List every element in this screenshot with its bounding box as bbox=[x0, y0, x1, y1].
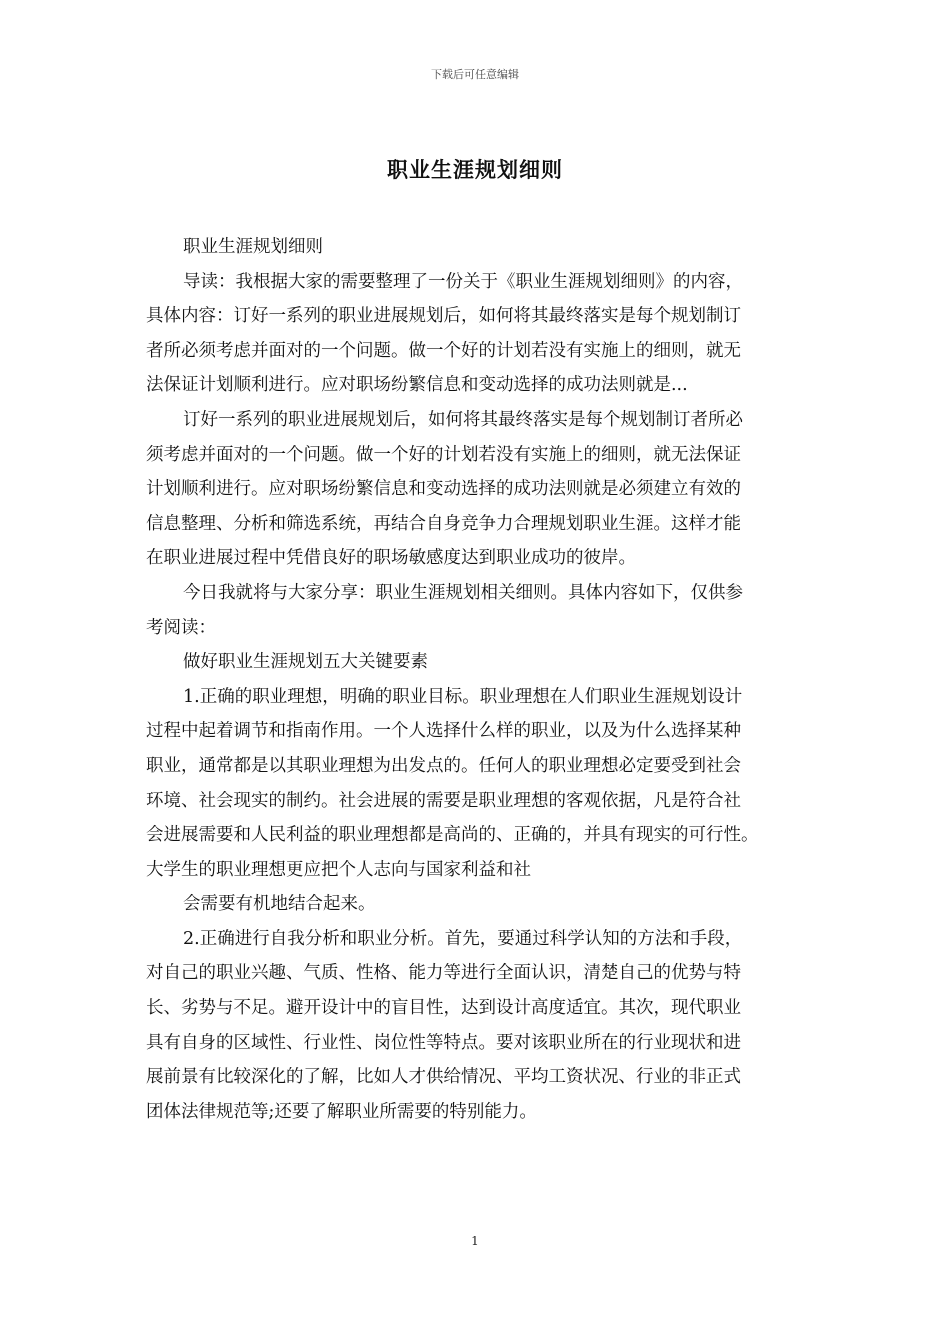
text-line: 在职业进展过程中凭借良好的职场敏感度达到职业成功的彼岸。 bbox=[146, 548, 636, 569]
text-line: 会进展需要和人民利益的职业理想都是高尚的、正确的，并具有现实的可行性。 bbox=[146, 825, 759, 846]
text-line: 今日我就将与大家分享：职业生涯规划相关细则。具体内容如下，仅供参 bbox=[183, 582, 743, 603]
text-line: 对自己的职业兴趣、气质、性格、能力等进行全面认识，清楚自己的优势与特 bbox=[146, 963, 741, 984]
text-line: 具体内容：订好一系列的职业进展规划后，如何将其最终落实是每个规划制订 bbox=[146, 306, 741, 327]
document-title: 职业生涯规划细则 bbox=[387, 158, 563, 182]
text-line: 长、劣势与不足。避开设计中的盲目性，达到设计高度适宜。其次，现代职业 bbox=[146, 998, 741, 1019]
text-line: 2.正确进行自我分析和职业分析。首先，要通过科学认知的方法和手段， bbox=[183, 928, 743, 949]
text-line: 职业，通常都是以其职业理想为出发点的。任何人的职业理想必定要受到社会 bbox=[146, 755, 741, 776]
text-line: 具有自身的区域性、行业性、岗位性等特点。要对该职业所在的行业现状和进 bbox=[146, 1032, 741, 1053]
header-note: 下载后可任意编辑 bbox=[431, 68, 519, 81]
text-line: 职业生涯规划细则 bbox=[183, 237, 323, 257]
page-number: 1 bbox=[471, 1234, 479, 1248]
text-line: 考阅读： bbox=[146, 617, 216, 638]
text-line: 环境、社会现实的制约。社会进展的需要是职业理想的客观依据，凡是符合社 bbox=[146, 790, 741, 811]
document-body bbox=[146, 230, 808, 1129]
text-line: 须考虑并面对的一个问题。做一个好的计划若没有实施上的细则，就无法保证 bbox=[146, 444, 741, 465]
text-line: 大学生的职业理想更应把个人志向与国家利益和社 bbox=[146, 859, 531, 880]
text-line: 者所必须考虑并面对的一个问题。做一个好的计划若没有实施上的细则，就无 bbox=[146, 340, 741, 361]
text-line: 会需要有机地结合起来。 bbox=[183, 894, 376, 915]
text-line: 1.正确的职业理想，明确的职业目标。职业理想在人们职业生涯规划设计 bbox=[183, 686, 743, 707]
text-line: 展前景有比较深化的了解，比如人才供给情况、平均工资状况、行业的非正式 bbox=[146, 1067, 741, 1088]
text-line: 团体法律规范等;还要了解职业所需要的特别能力。 bbox=[146, 1101, 537, 1122]
text-line: 订好一系列的职业进展规划后，如何将其最终落实是每个规划制订者所必 bbox=[183, 409, 743, 430]
text-line: 计划顺利进行。应对职场纷繁信息和变动选择的成功法则就是必须建立有效的 bbox=[146, 479, 741, 500]
text-line: 导读：我根据大家的需要整理了一份关于《职业生涯规划细则》的内容， bbox=[183, 271, 743, 292]
text-line: 法保证计划顺利进行。应对职场纷繁信息和变动选择的成功法则就是... bbox=[146, 375, 688, 396]
text-line: 过程中起着调节和指南作用。一个人选择什么样的职业，以及为什么选择某种 bbox=[146, 721, 741, 742]
text-line: 信息整理、分析和筛选系统，再结合自身竞争力合理规划职业生涯。这样才能 bbox=[146, 513, 741, 534]
text-line: 做好职业生涯规划五大关键要素 bbox=[183, 652, 428, 673]
